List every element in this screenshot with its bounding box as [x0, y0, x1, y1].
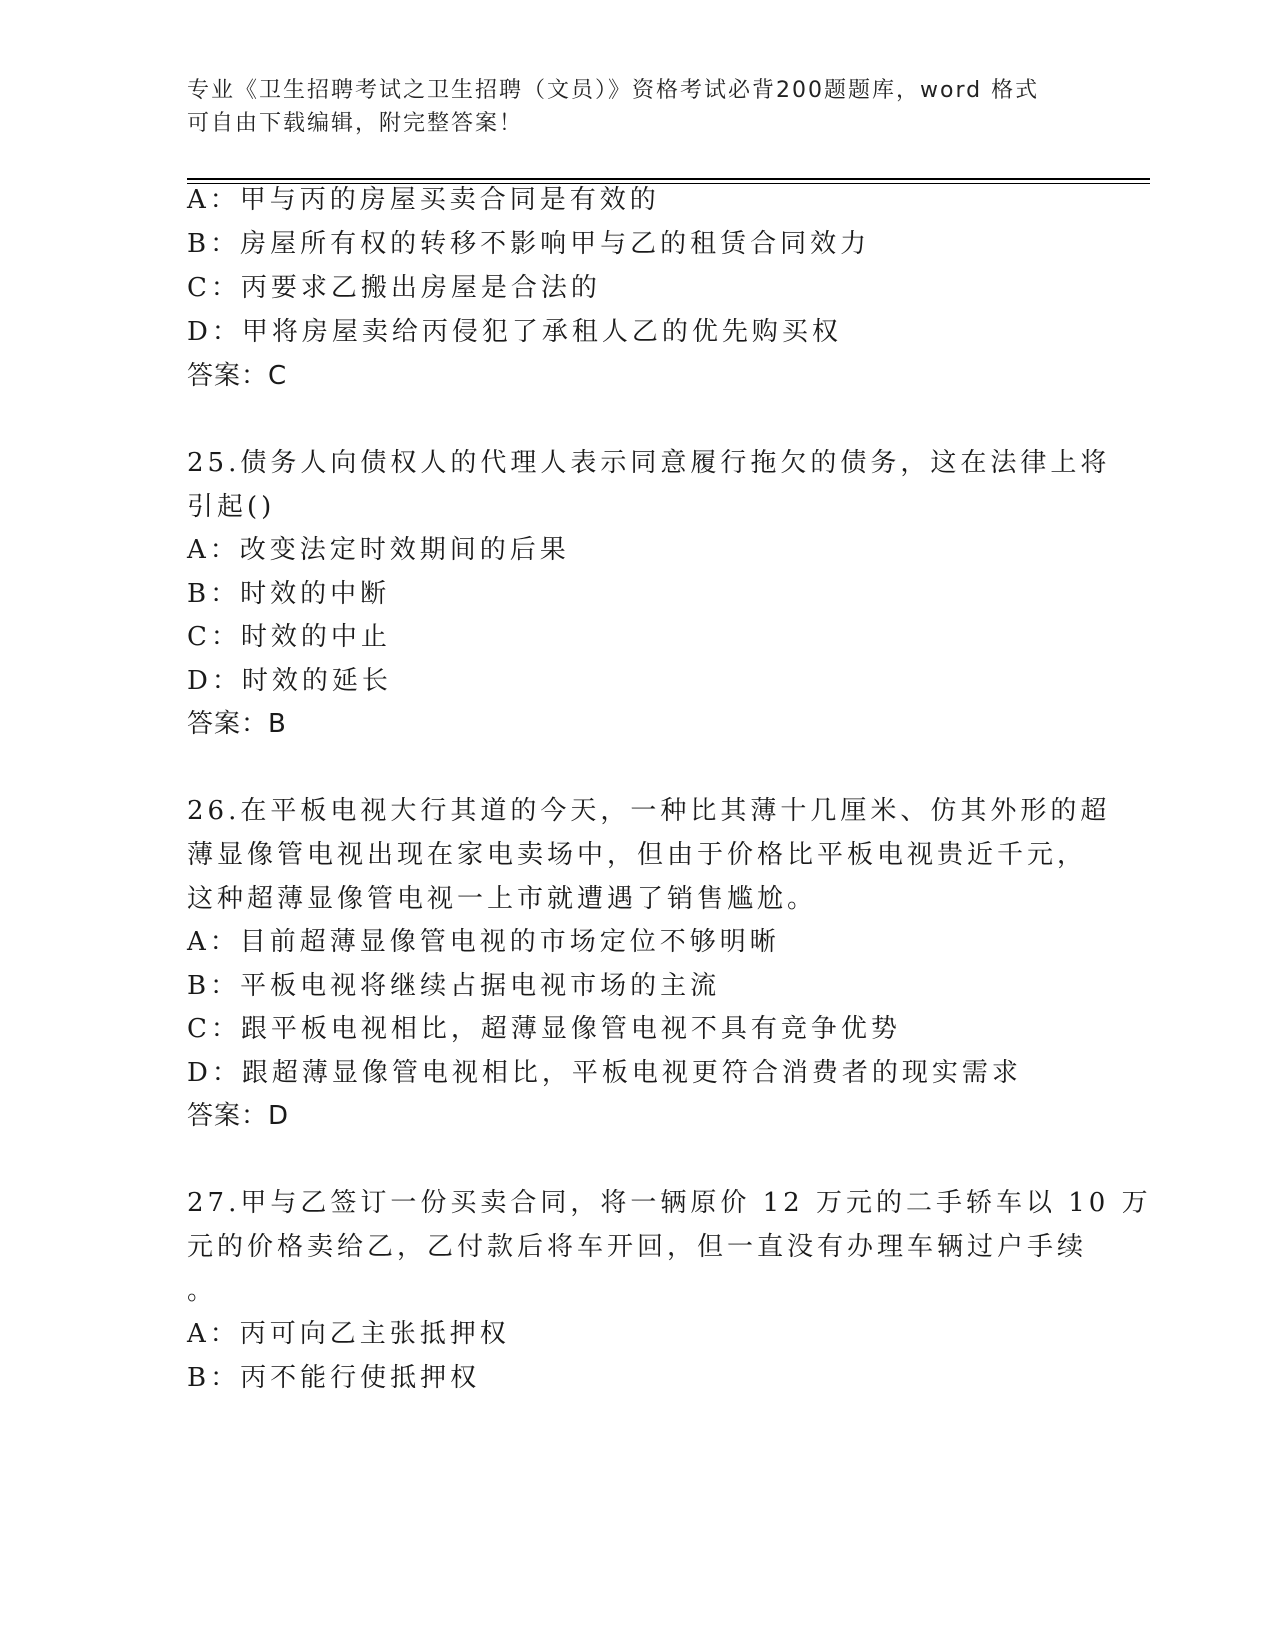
q27-stem-line-2: 元的价格卖给乙，乙付款后将车开回，但一直没有办理车辆过户手续 [187, 1232, 1088, 1262]
q26-option-a: A：目前超薄显像管电视的市场定位不够明晰 [187, 927, 780, 957]
header-title-line-2: 可自由下载编辑，附完整答案！ [187, 111, 524, 136]
q27-stem-line-1: 27.甲与乙签订一份买卖合同，将一辆原价 12 万元的二手轿车以 10 万 [187, 1188, 1152, 1218]
q25-option-d: D：时效的延长 [187, 666, 392, 696]
q27-option-a: A：丙可向乙主张抵押权 [187, 1319, 510, 1349]
q25-stem-line-2: 引起() [187, 492, 276, 522]
q25-answer: 答案：B [187, 709, 287, 739]
q26-option-b: B：平板电视将继续占据电视市场的主流 [187, 971, 721, 1001]
q26-option-d: D：跟超薄显像管电视相比，平板电视更符合消费者的现实需求 [187, 1058, 1022, 1088]
q26-stem-line-2: 薄显像管电视出现在家电卖场中，但由于价格比平板电视贵近千元， [187, 840, 1088, 870]
q27-option-b: B：丙不能行使抵押权 [187, 1363, 481, 1393]
document-header [187, 74, 1067, 140]
q26-answer: 答案：D [187, 1101, 290, 1131]
q24-option-c: C：丙要求乙搬出房屋是合法的 [187, 273, 601, 303]
header-divider-thick [187, 178, 1150, 180]
q25-option-a: A：改变法定时效期间的后果 [187, 535, 570, 565]
q25-option-c: C：时效的中止 [187, 622, 391, 652]
header-title-line-1: 专业《卫生招聘考试之卫生招聘（文员）》资格考试必背200题题库，word 格式 [187, 78, 1040, 103]
q25-stem-line-1: 25.债务人向债权人的代理人表示同意履行拖欠的债务，这在法律上将 [187, 448, 1111, 478]
q26-stem-line-3: 这种超薄显像管电视一上市就遭遇了销售尴尬。 [187, 884, 818, 914]
q24-answer: 答案：C [187, 361, 288, 391]
q24-option-a: A：甲与丙的房屋买卖合同是有效的 [187, 185, 660, 215]
q26-stem-line-1: 26.在平板电视大行其道的今天，一种比其薄十几厘米、仿其外形的超 [187, 796, 1111, 826]
q25-option-b: B：时效的中断 [187, 579, 391, 609]
q24-option-b: B：房屋所有权的转移不影响甲与乙的租赁合同效力 [187, 229, 871, 259]
q27-stem-line-3: 。 [187, 1276, 218, 1306]
q26-option-c: C：跟平板电视相比，超薄显像管电视不具有竞争优势 [187, 1014, 901, 1044]
q24-option-d: D：甲将房屋卖给丙侵犯了承租人乙的优先购买权 [187, 317, 842, 347]
